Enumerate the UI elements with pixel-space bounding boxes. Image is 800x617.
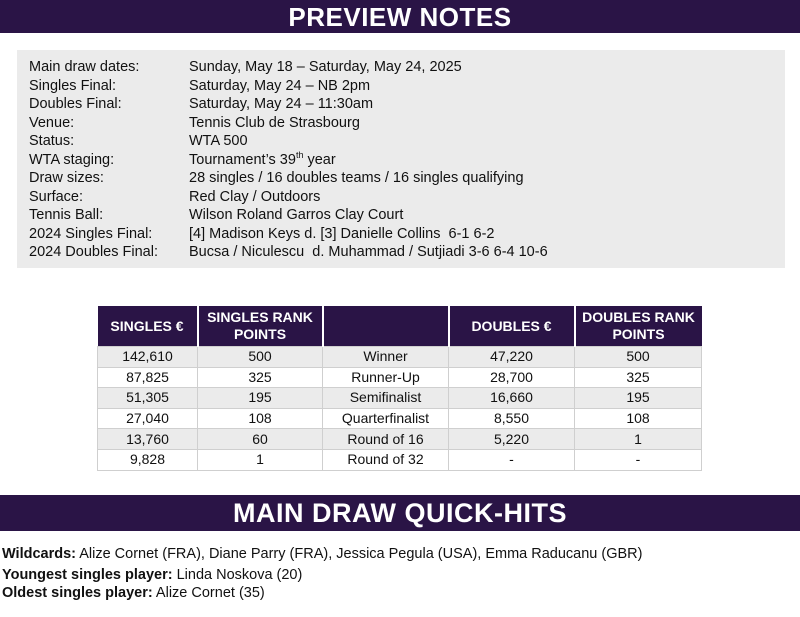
singles-prize-cell: 27,040 [98, 408, 198, 429]
singles-prize-cell: 142,610 [98, 347, 198, 368]
prize-money-table [97, 306, 702, 471]
doubles-prize-cell: 16,660 [449, 388, 575, 409]
preview-notes-title: PREVIEW NOTES [288, 2, 512, 32]
doubles-prize-cell: - [449, 449, 575, 470]
note-label: Singles Final: [29, 77, 117, 94]
note-label: WTA staging: [29, 151, 115, 168]
doubles-points-cell: 108 [575, 408, 702, 429]
quick-hits-banner [0, 495, 800, 531]
singles-points-cell: 325 [198, 367, 323, 388]
note-label: Doubles Final: [29, 96, 122, 112]
singles-points-cell: 108 [198, 408, 323, 429]
round-cell: Round of 16 [323, 429, 449, 450]
note-value: Saturday, May 24 – NB 2pm [189, 77, 371, 94]
quick-hit-label: Oldest singles player: [2, 585, 153, 601]
staging-text: Tournament’s 39 [189, 151, 296, 168]
note-value: Tennis Club de Strasbourg [189, 114, 360, 131]
quick-hit-label: Youngest singles player: [2, 567, 173, 583]
table-row [98, 388, 702, 409]
note-value: [4] Madison Keys d. [3] Danielle Collins 6-1 6-2 [189, 225, 495, 242]
singles-prize-cell: 9,828 [98, 449, 198, 470]
doubles-prize-cell: 28,700 [449, 367, 575, 388]
singles-points-cell: 195 [198, 388, 323, 409]
table-row [98, 347, 702, 368]
quick-hit-oldest [2, 584, 265, 602]
round-cell: Runner-Up [323, 367, 449, 388]
note-value: Saturday, May 24 – 11:30am [189, 96, 374, 112]
note-value: Bucsa / Niculescu d. Muhammad / Sutjiadi 3-6 6-4 10-6 [189, 244, 548, 260]
preview-notes-banner [0, 0, 800, 33]
note-value: Wilson Roland Garros Clay Court [189, 207, 404, 223]
doubles-points-cell: 500 [575, 347, 702, 368]
singles-prize-cell: 87,825 [98, 367, 198, 388]
note-label: Tennis Ball: [29, 207, 104, 223]
singles-points-cell: 60 [198, 429, 323, 450]
preview-notes-panel [17, 50, 785, 268]
note-value: WTA 500 [189, 133, 248, 149]
doubles-prize-cell: 5,220 [449, 429, 575, 450]
doubles-prize-cell: 47,220 [449, 347, 575, 368]
note-value: Sunday, May 18 – Saturday, May 24, 2025 [189, 59, 462, 75]
singles-points-cell: 500 [198, 347, 323, 368]
note-label: 2024 Singles Final: [29, 225, 153, 242]
table-header-row [98, 306, 702, 347]
singles-prize-cell: 13,760 [98, 429, 198, 450]
note-value: 28 singles / 16 doubles teams / 16 singles qualifying [189, 170, 524, 186]
header-singles-rank-points: SINGLES RANK POINTS [198, 306, 323, 347]
note-label: Draw sizes: [29, 170, 104, 186]
doubles-points-cell: 195 [575, 388, 702, 409]
table-row [98, 449, 702, 470]
note-value: Red Clay / Outdoors [189, 188, 321, 205]
table-row [98, 408, 702, 429]
ordinal-suffix: th [295, 149, 304, 160]
header-doubles-rank-points: DOUBLES RANK POINTS [575, 306, 702, 347]
quick-hit-value: Alize Cornet (FRA), Diane Parry (FRA), Jessica Pegula (USA), Emma Raducanu (GBR) [76, 546, 643, 562]
note-label: 2024 Doubles Final: [29, 244, 158, 260]
doubles-points-cell: - [575, 449, 702, 470]
quick-hit-youngest [2, 566, 302, 584]
note-label: Main draw dates: [29, 59, 140, 75]
note-label: Surface: [29, 188, 83, 205]
doubles-points-cell: 1 [575, 429, 702, 450]
quick-hit-label: Wildcards: [2, 546, 76, 562]
round-cell: Round of 32 [323, 449, 449, 470]
table-row [98, 367, 702, 388]
quick-hit-value: Linda Noskova (20) [172, 567, 303, 583]
note-label: Status: [29, 133, 75, 149]
round-cell: Semifinalist [323, 388, 449, 409]
header-singles-prize: SINGLES € [98, 306, 198, 347]
quick-hit-value: Alize Cornet (35) [152, 585, 265, 601]
header-doubles-prize: DOUBLES € [449, 306, 575, 347]
header-round [323, 306, 449, 347]
table-row [98, 429, 702, 450]
doubles-points-cell: 325 [575, 367, 702, 388]
quick-hits-title: MAIN DRAW QUICK-HITS [233, 498, 567, 528]
round-cell: Winner [323, 347, 449, 368]
quick-hit-wildcards [2, 545, 642, 563]
round-cell: Quarterfinalist [323, 408, 449, 429]
singles-points-cell: 1 [198, 449, 323, 470]
note-label: Venue: [29, 114, 75, 131]
note-value [189, 151, 336, 170]
singles-prize-cell: 51,305 [98, 388, 198, 409]
doubles-prize-cell: 8,550 [449, 408, 575, 429]
staging-text-end: year [303, 151, 336, 168]
